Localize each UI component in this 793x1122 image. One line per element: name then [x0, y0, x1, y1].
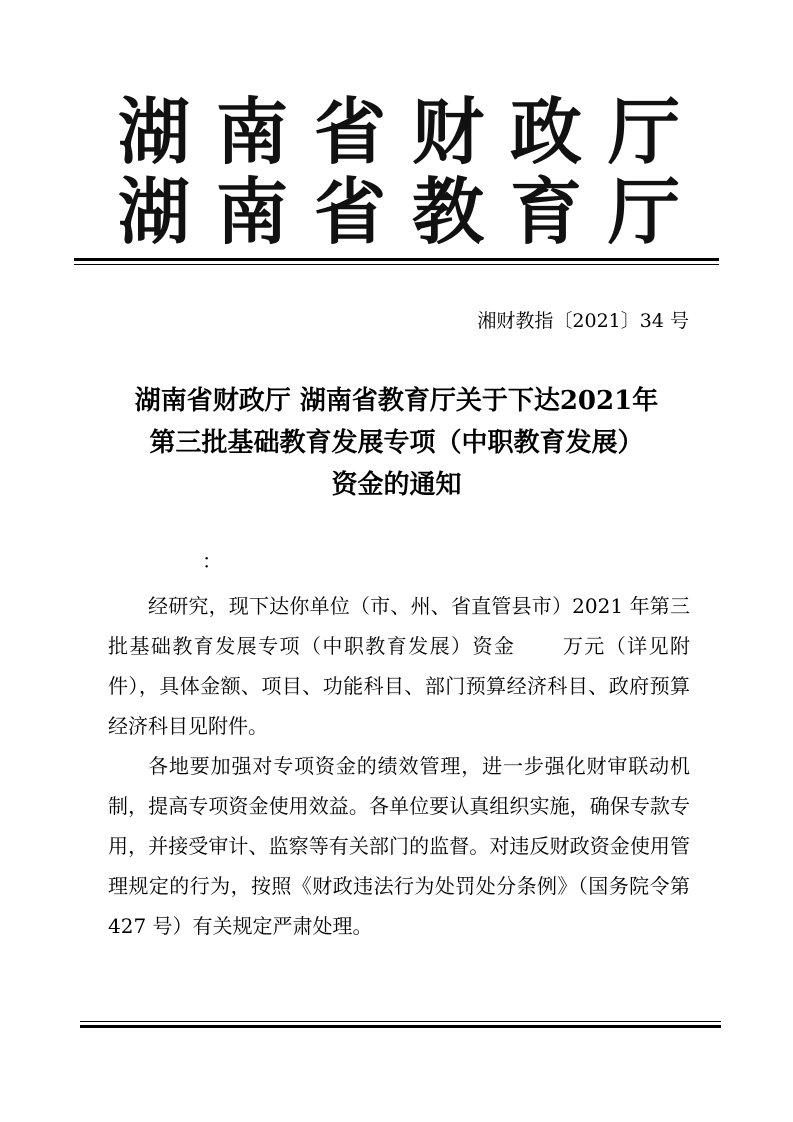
issuer-line-finance: 湖南省财政厅	[118, 89, 707, 174]
footer-rule-thick	[80, 1025, 721, 1028]
title-line-3: 资金的通知	[331, 470, 462, 500]
body-paragraph-2: 各地要加强对专项资金的绩效管理，进一步强化财审联动机制，提高专项资金使用效益。各单位要认真组织实施，确保专款专用，并接受审计、监察等有关部门的监督。对违反财政资金使用管理规定的行为，按照《财政违法行为处罚处分条例》（国务院令第 427 号）有关规定严肃处理。	[108, 754, 690, 938]
header-rule-thick	[74, 258, 719, 261]
paragraph-1-text-b: 万元（详见附件），具体金额、项目、功能科目、部门预算经济科目、政府预算经济科目见附件。	[108, 634, 691, 738]
salutation: ：	[202, 549, 222, 573]
document-title	[74, 380, 719, 506]
title-line-2: 第三批基础教育发展专项（中职教育发展）	[149, 428, 644, 458]
document-body	[108, 586, 690, 946]
header-rule-thin	[74, 264, 719, 265]
paragraph-1-text-a: 经研究，现下达你单位（市、州、省直管县市）2021 年第三批基础教育发展专项（中职教育发展）资金	[108, 594, 690, 658]
issuer-line-education: 湖南省教育厅	[118, 169, 707, 254]
footer-rule-thin	[80, 1021, 721, 1022]
document-number: 湘财教指〔2021〕34 号	[477, 310, 689, 332]
body-paragraph-1	[108, 586, 690, 746]
title-line-1: 湖南省财政厅 湖南省教育厅关于下达2021年	[134, 386, 659, 416]
